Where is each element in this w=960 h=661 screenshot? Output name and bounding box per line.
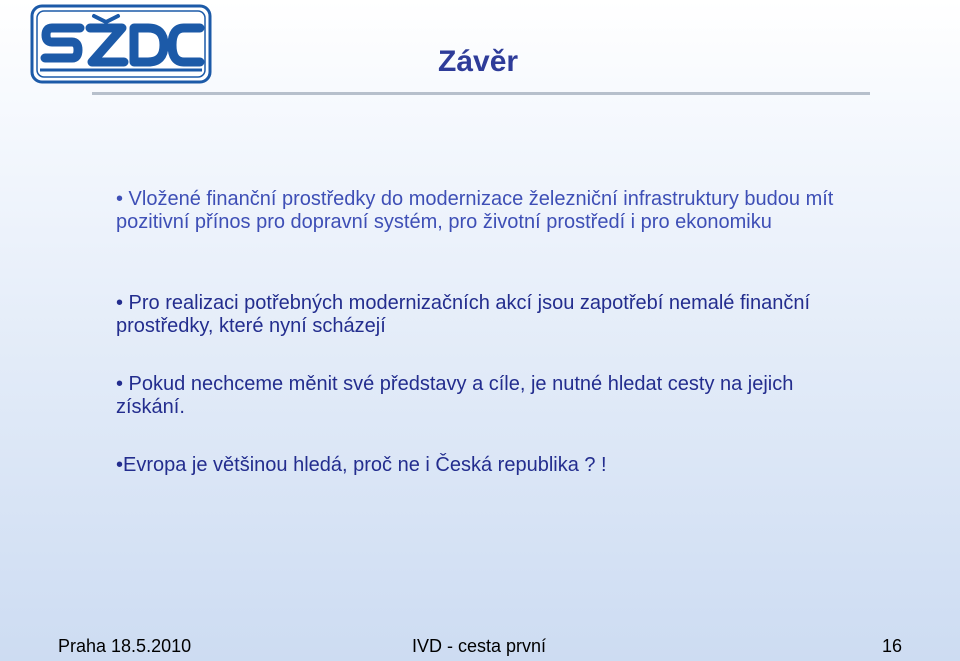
bullet-item-1: • Vložené finanční prostředky do modernizace železniční infrastruktury budou mít pozitivní přínos pro dopravní systém, pro životní prostředí i pro ekonomiku bbox=[116, 188, 834, 233]
footer-page-number: 16 bbox=[881, 636, 902, 656]
bullet-item-4: •Evropa je většinou hledá, proč ne i Česká republika ? ! bbox=[116, 454, 607, 476]
bullet-item-3: • Pokud nechceme měnit své představy a cíle, je nutné hledat cesty na jejich získání. bbox=[116, 373, 794, 418]
slide-footer bbox=[0, 636, 960, 656]
footer-presentation-title: IVD - cesta první bbox=[412, 636, 547, 656]
footer-date-location: Praha 18.5.2010 bbox=[58, 636, 192, 656]
bullet-item-2: • Pro realizaci potřebných modernizačních akcí jsou zapotřebí nemalé finanční prostředky, které nyní scházejí bbox=[116, 292, 811, 337]
title-divider bbox=[92, 92, 870, 95]
szdc-logo bbox=[30, 4, 212, 84]
slide-title: Závěr bbox=[438, 45, 519, 78]
